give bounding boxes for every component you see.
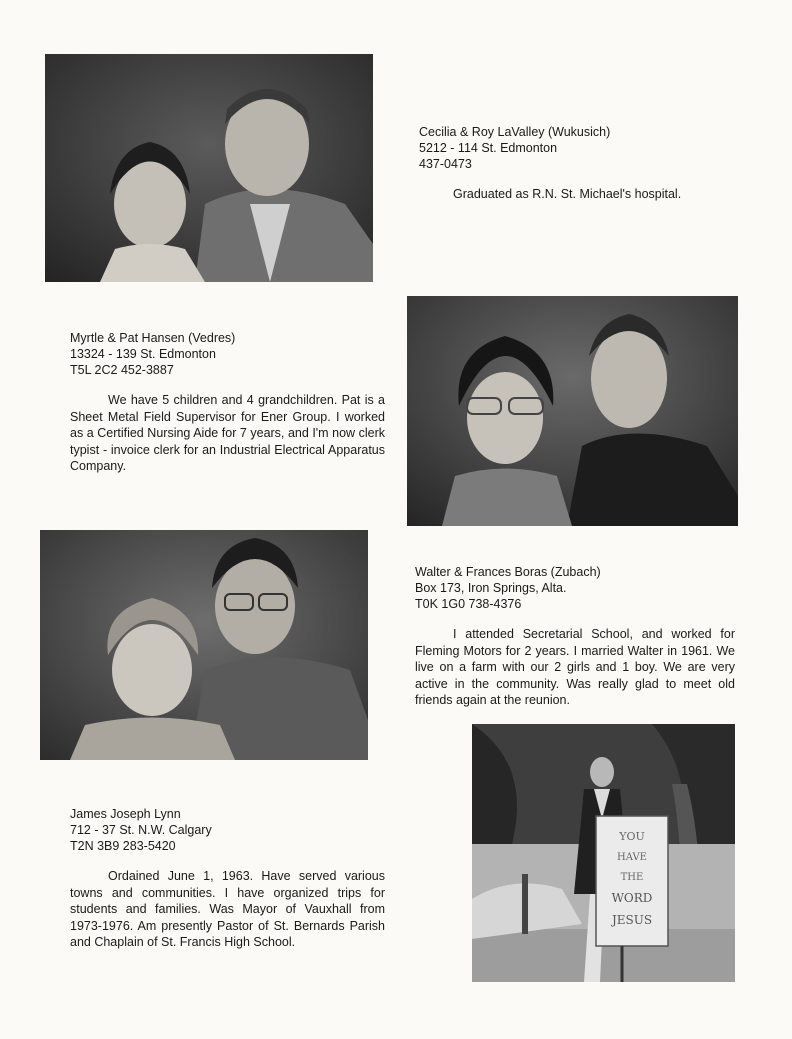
entry-bio: Graduated as R.N. St. Michael's hospital. <box>453 187 682 201</box>
entry-contact: T5L 2C2 452-3887 <box>70 363 174 377</box>
entry-lavalley <box>419 124 719 203</box>
entry-contact: T0K 1G0 738-4376 <box>415 597 522 611</box>
entry-address: 712 - 37 St. N.W. Calgary <box>70 823 212 837</box>
entry-address: 13324 - 139 St. Edmonton <box>70 347 216 361</box>
entry-lynn <box>70 806 385 951</box>
entry-hansen <box>70 330 385 475</box>
entry-address: Box 173, Iron Springs, Alta. <box>415 581 567 595</box>
photo-lynn-with-sign <box>472 724 735 982</box>
entry-bio: Ordained June 1, 1963. Have served various towns and communities. I have organized trips for students and families. Was Mayor of Vauxhall from 1973-1976. Am presently Pastor of St. Bernards Parish and Chaplain of St. Francis High School. <box>70 869 385 949</box>
entry-contact: T2N 3B9 283-5420 <box>70 839 176 853</box>
sign-text-line: THE <box>620 872 644 883</box>
entry-name: Myrtle & Pat Hansen (Vedres) <box>70 331 236 345</box>
entry-name: James Joseph Lynn <box>70 807 181 821</box>
entry-name: Walter & Frances Boras (Zubach) <box>415 565 601 579</box>
sign-text-line: HAVE <box>617 852 647 863</box>
photo-hansen-couple <box>407 296 738 526</box>
sign-text-line: WORD <box>611 891 653 905</box>
entry-bio: We have 5 children and 4 grandchildren. Pat is a Sheet Metal Field Supervisor for Ener Group. I worked as a Certified Nursing Aide for 7 years, and I'm now clerk typist - invoice clerk for an Industrial Electrical Apparatus Company. <box>70 393 385 473</box>
entry-bio: I attended Secretarial School, and worked for Fleming Motors for 2 years. I married Walter in 1961. We live on a farm with our 2 girls and 1 boy. We are very active in the community. Was really glad to meet old friends again at the reunion. <box>415 627 735 707</box>
sign-text-line: YOU <box>619 830 645 843</box>
sign-text-line: JESUS <box>611 913 653 927</box>
photo-lavalley-couple <box>45 54 373 282</box>
entry-name: Cecilia & Roy LaValley (Wukusich) <box>419 125 611 139</box>
entry-contact: 437-0473 <box>419 157 472 171</box>
photo-boras-couple <box>40 530 368 760</box>
entry-address: 5212 - 114 St. Edmonton <box>419 141 558 155</box>
entry-boras <box>415 564 735 709</box>
